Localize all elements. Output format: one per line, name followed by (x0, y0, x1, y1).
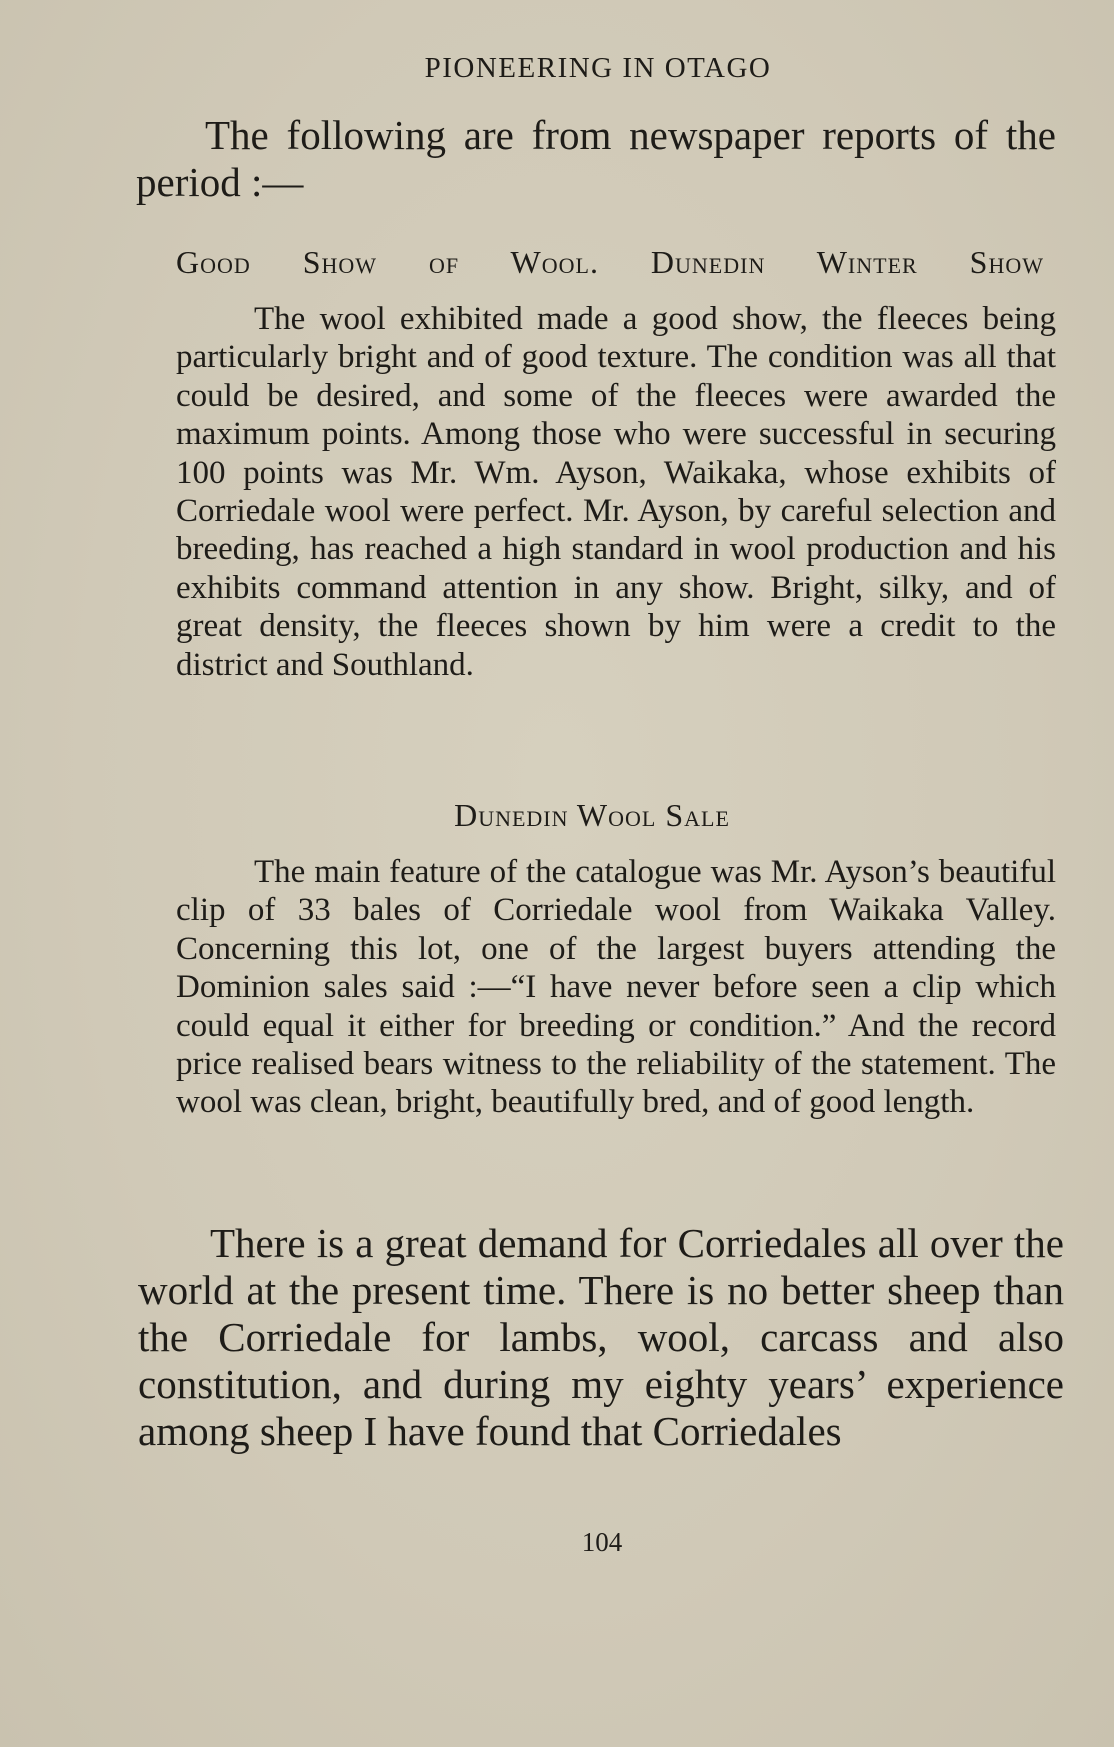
section-heading-wool-sale: Dunedin Wool Sale (454, 797, 730, 833)
intro-paragraph: The following are from newspaper reports of the period :— (136, 112, 1056, 205)
section-body-wool-sale: The main feature of the catalogue was Mr. Ayson’s beautiful clip of 33 bales of Corriedale wool from Waikaka Valley. Concerning this lot, one of the largest buyers attending the Dominion sales said :—“I have never before seen a clip which could equal it either for breeding or condition.” And the record price realised bears witness to the reliability of the statement. The wool was clean, bright, beautifully bred, and of good length. (176, 854, 1056, 1121)
closing-paragraph: There is a great demand for Corriedales all over the world at the present time. There is no better sheep than the Corriedale for lambs, wool, carcass and also constitution, and during my eighty years’ experience among sheep I have found that Corriedales (138, 1220, 1064, 1454)
section-heading-winter-show: Good Show of Wool. Dunedin Winter Show (176, 244, 1044, 280)
running-head: PIONEERING IN OTAGO (424, 52, 772, 84)
page-number: 104 (581, 1527, 623, 1557)
section-body-winter-show: The wool exhibited made a good show, the fleeces being particularly bright and of good texture. The condition was all that could be desired, and some of the fleeces were awarded the maximum points. Among those who were successful in securing 100 points was Mr. Wm. Ayson, Waikaka, whose exhibits of Corriedale wool were perfect. Mr. Ayson, by careful selection and breeding, has reached a high standard in wool production and his exhibits command attention in any show. Bright, silky, and of great density, the fleeces shown by him were a credit to the district and Southland. (176, 301, 1056, 683)
